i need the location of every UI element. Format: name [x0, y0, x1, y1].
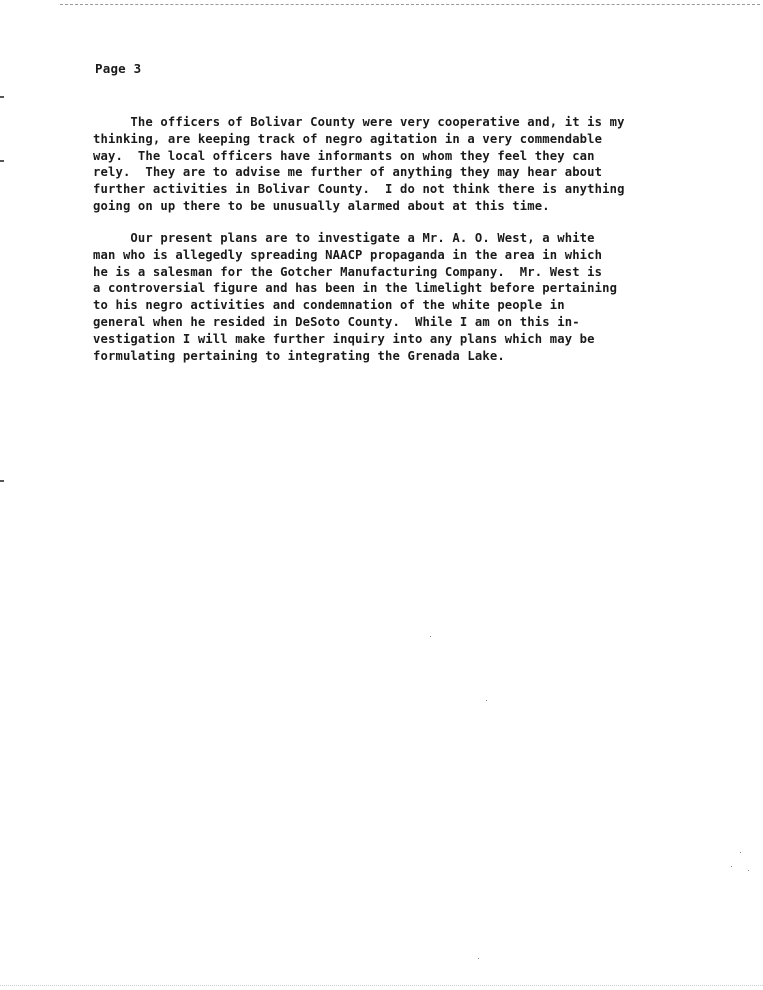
margin-mark [0, 160, 4, 162]
top-edge-rule [60, 4, 760, 5]
scan-speck [748, 870, 749, 871]
page-number: Page 3 [95, 61, 142, 76]
scan-speck [430, 636, 431, 637]
scan-speck [478, 958, 479, 959]
bottom-edge-rule [0, 985, 763, 986]
scan-speck [731, 866, 732, 867]
margin-mark [0, 480, 4, 482]
paragraph-investigation-plans: Our present plans are to investigate a Mr. A. O. West, a white man who is allegedly spreading NAACP propaganda in the area in which he is a salesman for the Gotcher Manufacturing Company. Mr. West is a controversial figure and has been in the limelight before pertaining to his negro activities and condemnation of the white people in general when he resided in DeSoto County. While I am on this in- vestigation I will make further inquiry into any plans which may be formulating pertaining to integrating the Grenada Lake. [93, 231, 618, 363]
paragraph-bolivar-county: The officers of Bolivar County were very cooperative and, it is my thinking, are keeping track of negro agitation in a very commendable way. The local officers have informants on whom they feel they can rely. They are to advise me further of anything they may hear about further activities in Bolivar County. I do not think there is anything going on up there to be unusually alarmed about at this time. [93, 115, 625, 213]
scan-speck [486, 700, 487, 701]
margin-mark [0, 96, 4, 98]
scan-speck [740, 852, 741, 853]
